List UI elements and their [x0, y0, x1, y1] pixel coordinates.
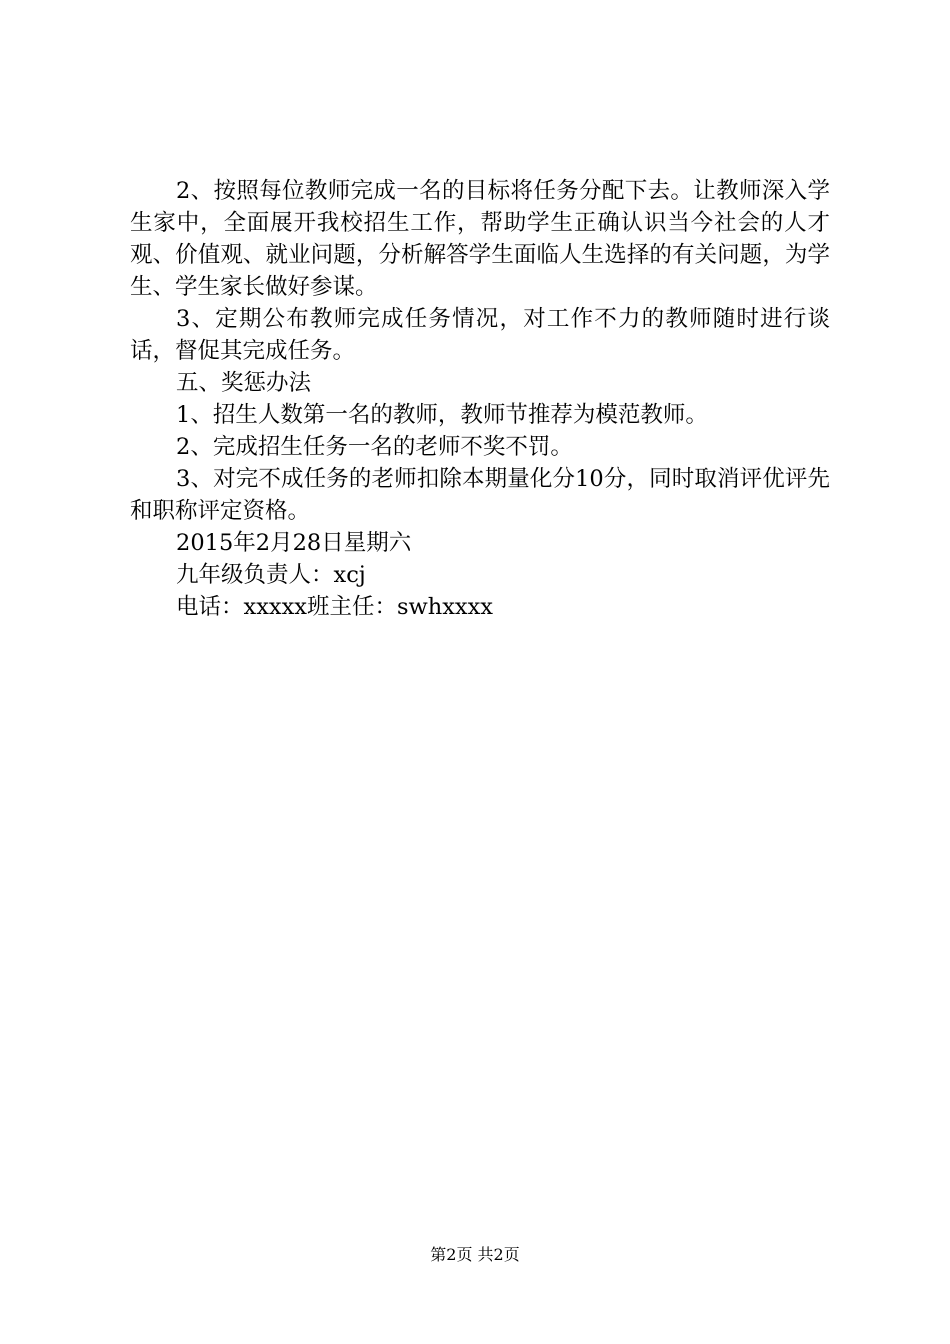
page-number-footer: 第2页 共2页 [430, 1245, 520, 1264]
document-date: 2015年2月28日星期六 [176, 530, 412, 556]
paragraph-assign-tasks: 2、按照每位教师完成一名的目标将任务分配下去。让教师深入学生家中，全面展开我校招生工作，帮助学生正确认识当今社会的人才观、价值观、就业问题，分析解答学生面临人生选择的有关问题，为学生、学生家长做好参谋。 [130, 178, 830, 300]
paragraph-penalty: 3、对完不成任务的老师扣除本期量化分10分，同时取消评优评先和职称评定资格。 [130, 466, 830, 524]
contact-phone: 电话：xxxxx班主任：swhxxxx [176, 594, 493, 620]
responsible-person: 九年级负责人：xcj [176, 562, 366, 588]
paragraph-reward-neutral: 2、完成招生任务一名的老师不奖不罚。 [176, 434, 573, 460]
paragraph-publish-progress: 3、定期公布教师完成任务情况，对工作不力的教师随时进行谈话，督促其完成任务。 [130, 306, 830, 364]
section-heading-rewards: 五、奖惩办法 [176, 370, 312, 396]
paragraph-reward-first: 1、招生人数第一名的教师，教师节推荐为模范教师。 [176, 402, 708, 428]
document-body [130, 175, 830, 623]
